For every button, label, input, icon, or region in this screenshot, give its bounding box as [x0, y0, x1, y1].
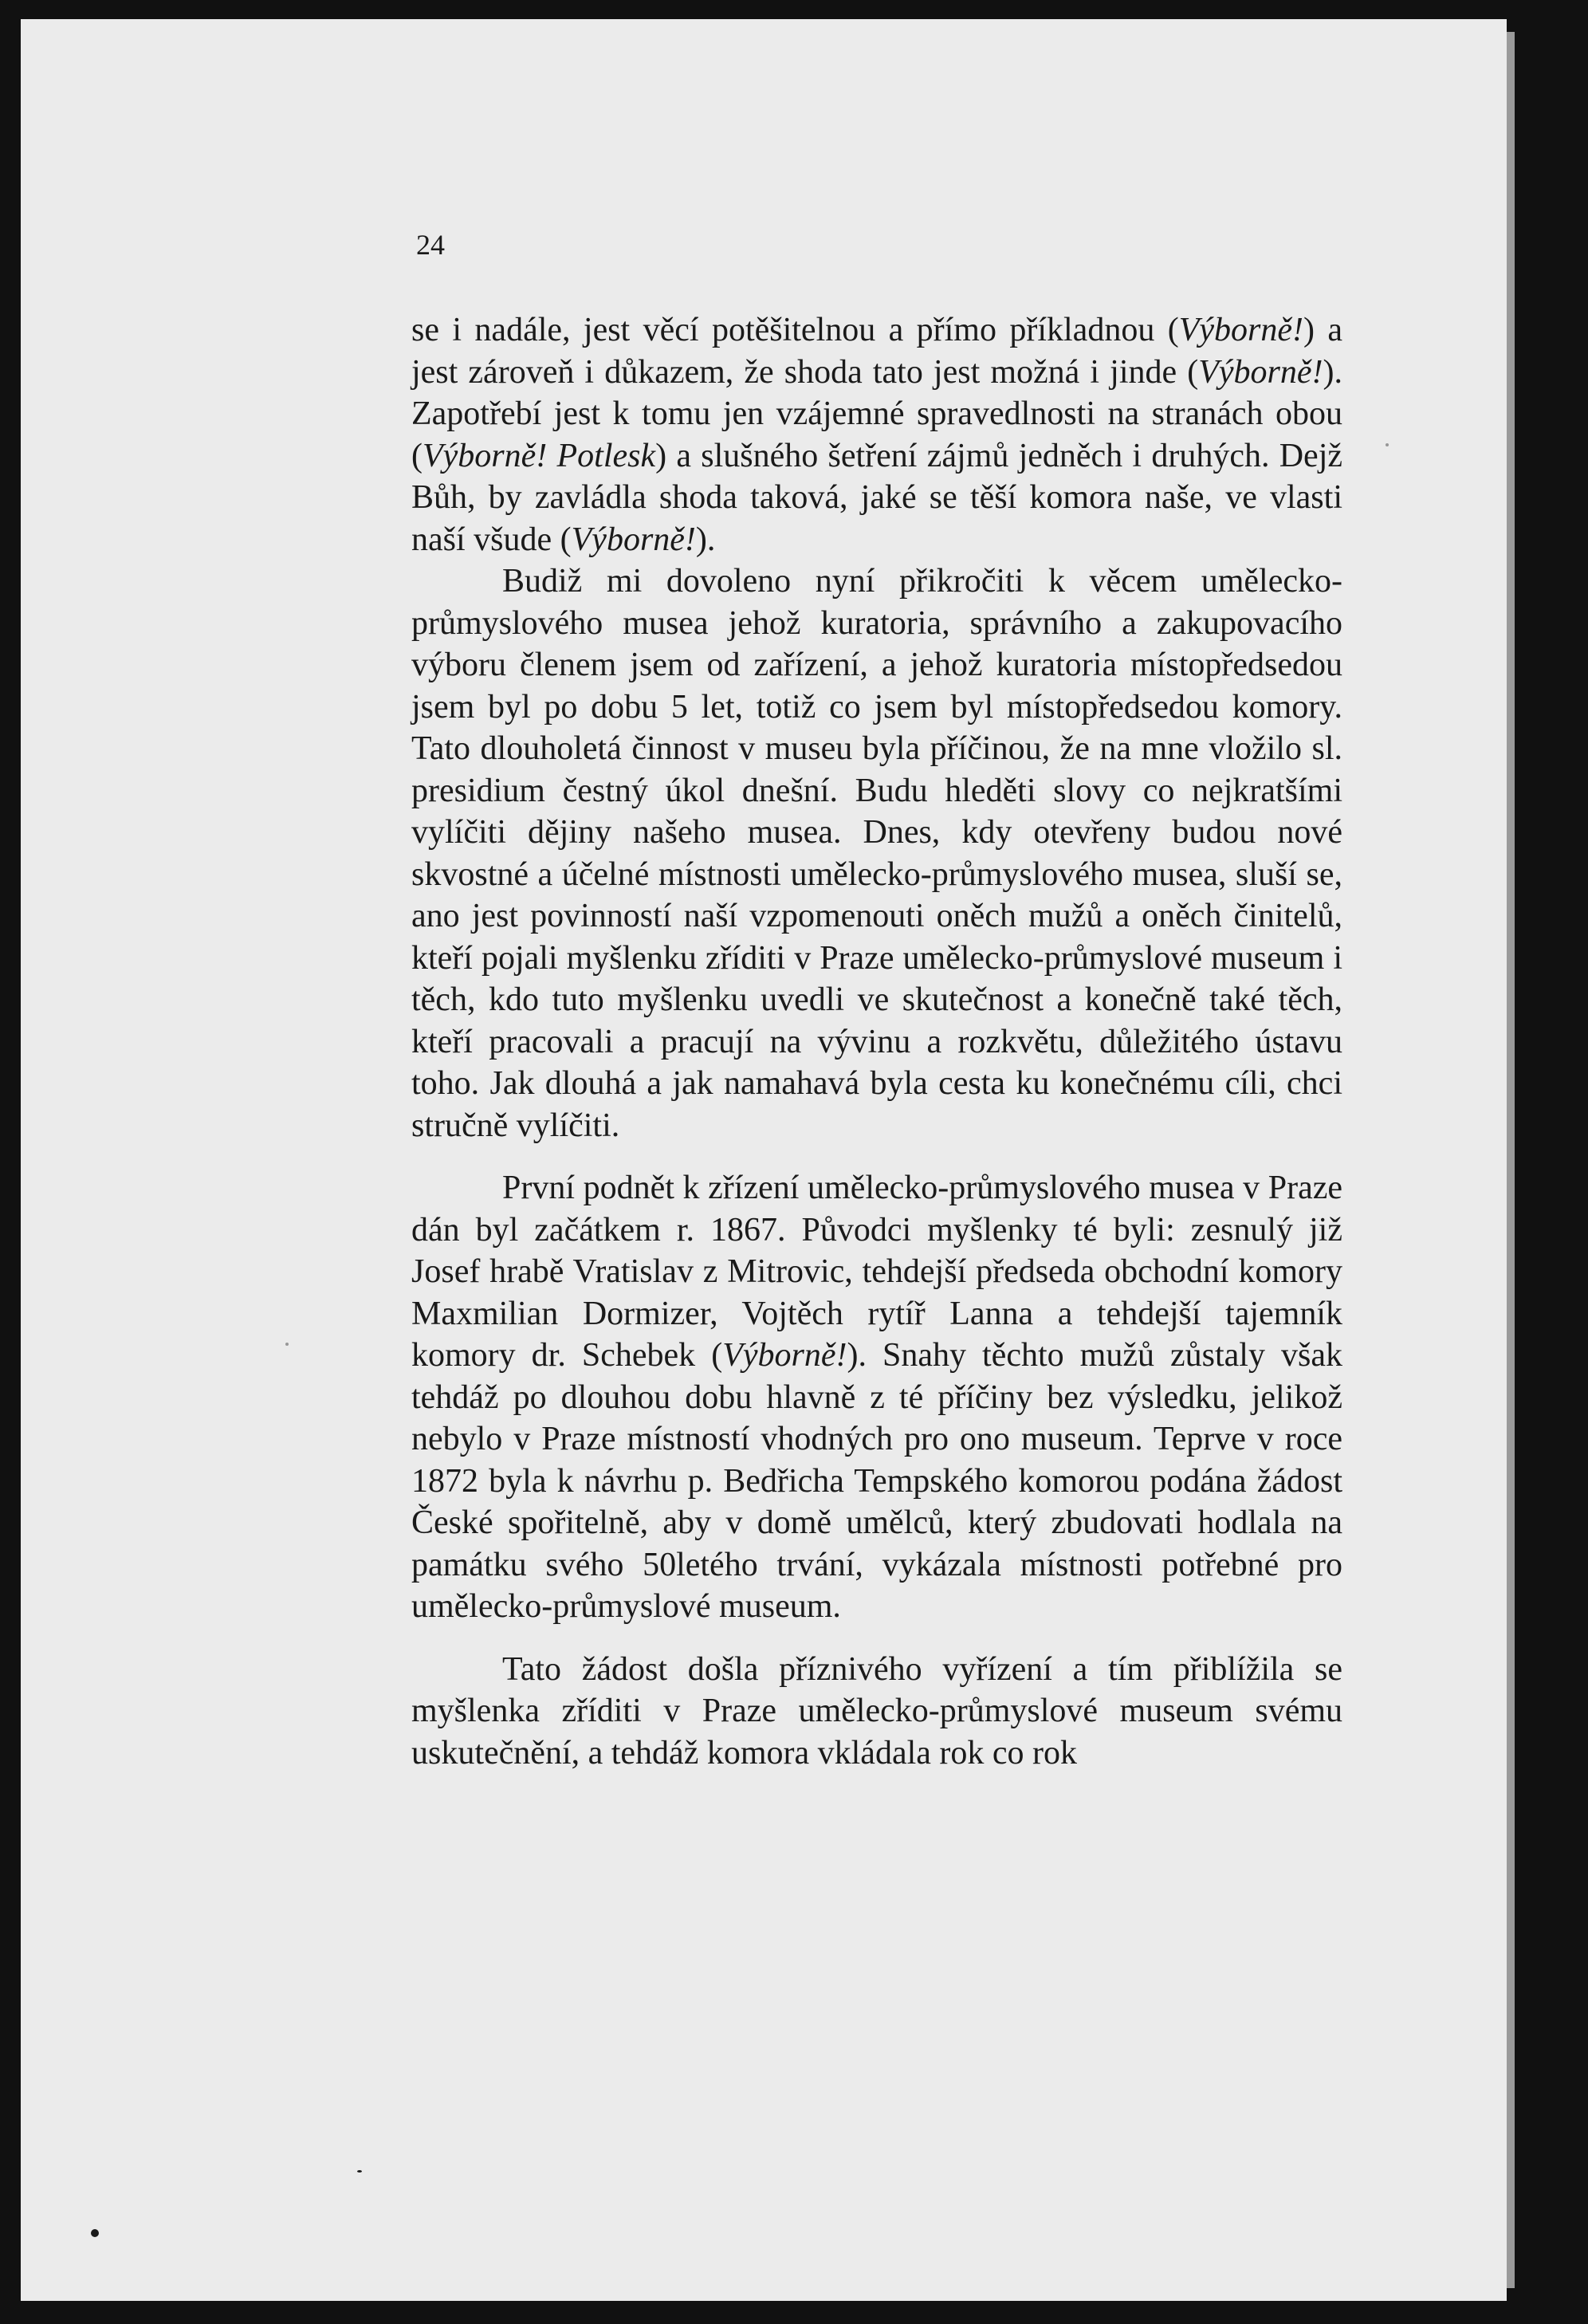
text-segment: ) a jest zároveň i důkazem, že shoda tato jest možná i jinde (	[411, 312, 1342, 391]
body-text	[411, 309, 1342, 1774]
text-segment-italic: Výborně! Potlesk	[423, 437, 656, 474]
text-segment: ) a slušného šetření zájmů jedněch i druhých. Dejž Bůh, by zavládla shoda taková, jaké se těší komora naše, ve vlasti naší všude (	[411, 437, 1343, 558]
paragraph-4	[411, 1649, 1342, 1775]
dust-speck	[285, 1343, 289, 1346]
page-number: 24	[416, 229, 445, 261]
dust-speck	[1386, 443, 1389, 446]
text-segment: ). Zapotřebí jest k tomu jen vzájemné spravedlnosti na stranách obou (	[411, 353, 1342, 474]
paragraph-gap	[411, 1628, 1342, 1649]
dust-speck	[357, 2170, 362, 2173]
dust-speck	[91, 2229, 99, 2237]
paragraph-1	[411, 309, 1342, 560]
text-segment-italic: Výborně!	[571, 521, 696, 558]
text-segment: ).	[695, 521, 716, 558]
paragraph-2	[411, 560, 1342, 1146]
paragraph-gap	[411, 1146, 1342, 1167]
page-edge	[1507, 32, 1515, 2288]
text-segment-italic: Výborně!	[1178, 312, 1303, 348]
text-segment-italic: Výborně!	[1198, 353, 1323, 391]
text-segment: První podnět k zřízení umělecko-průmyslového musea v Praze dán byl začátkem r. 1867. Původci myšlenky té byli: zesnulý již Josef hrabě Vratislav z Mitrovic, tehdejší předseda obchodní komory Maxmilian Dormizer, Vojtěch rytíř Lanna a tehdejší tajemník komory dr. Schebek (	[411, 1170, 1342, 1374]
text-segment: ). Snahy těchto mužů zůstaly však tehdáž po dlouhou dobu hlavně z té příčiny bez výsledku, jelikož nebylo v Praze místností vhodných pro ono museum. Teprve v roce 1872 byla k návrhu p. Bedřicha Tempského komorou podána žádost České spořitelně, aby v domě umělců, který zbudovati hodlala na památku svého 50letého trvání, vykázala místnosti potřebné pro umělecko-průmyslové museum.	[411, 1337, 1342, 1625]
text-segment-italic: Výborně!	[722, 1337, 847, 1374]
text-segment: Budiž mi dovoleno nyní přikročiti k věcem umělecko-průmyslového musea jehož kuratoria, správního a zakupovacího výboru členem jsem od zařízení, a jehož kuratoria místopředsedou jsem byl po dobu 5 let, totiž co jsem byl místopředsedou komory. Tato dlouholetá činnost v museu byla příčinou, že na mne vložilo sl. presidium čestný úkol dnešní. Budu hleděti slovy co nejkratšími vylíčiti dějiny našeho musea. Dnes, kdy otevřeny budou nové skvostné a účelné místnosti umělecko-průmyslového musea, sluší se, ano jest povinností naší vzpomenouti oněch mužů a oněch činitelů, kteří pojali myšlenku zříditi v Praze umělecko-průmyslové museum i těch, kdo tuto myšlenku uvedli ve skutečnost a konečně také těch, kteří pracovali a pracují na vývinu a rozkvětu, důležitého ústavu toho. Jak dlouhá a jak namahavá byla cesta ku konečnému cíli, chci stručně vylíčiti.	[411, 563, 1342, 1144]
paragraph-3	[411, 1167, 1342, 1628]
text-segment: se i nadále, jest věcí potěšitelnou a přímo příkladnou (	[411, 312, 1179, 348]
text-segment: Tato žádost došla příznivého vyřízení a tím přiblížila se myšlenka zříditi v Praze umělecko-průmyslové museum svému uskutečnění, a tehdáž komora vkládala rok co rok	[411, 1650, 1342, 1772]
